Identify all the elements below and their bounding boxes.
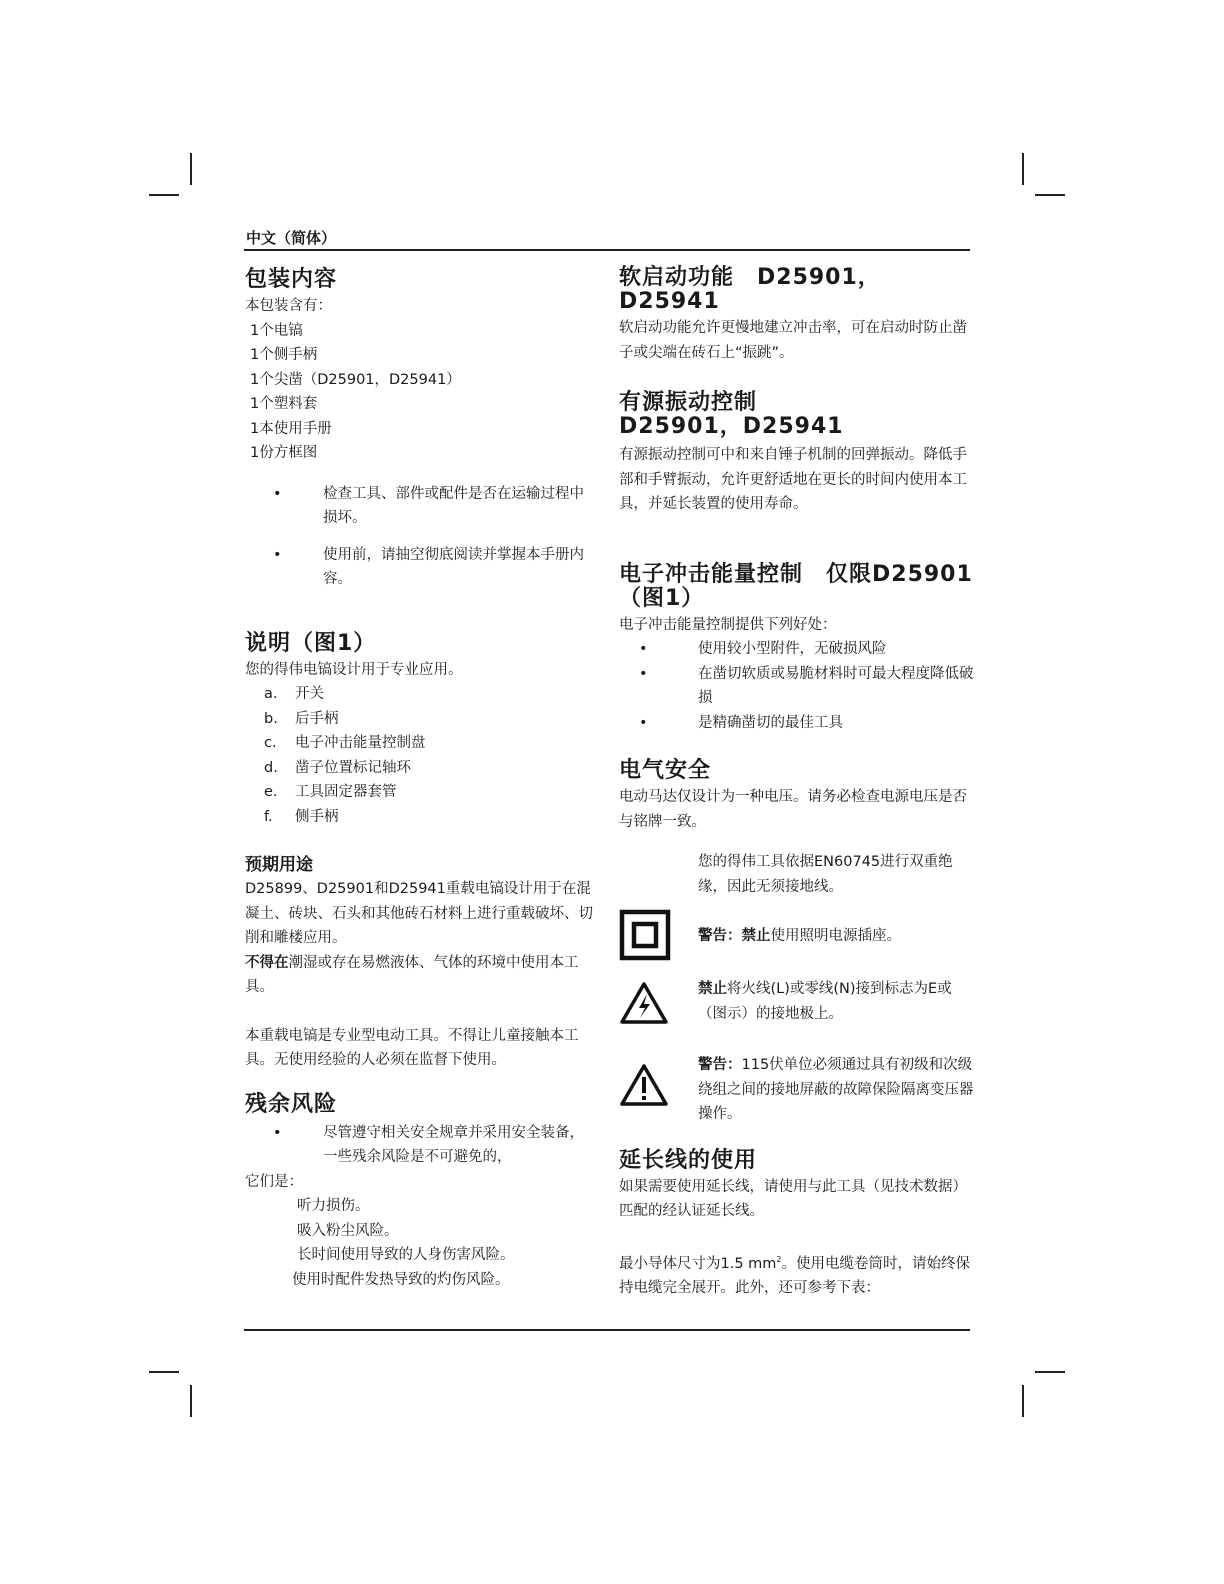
electric-shock-icon [619,977,698,1029]
right-column [619,260,974,1300]
description-item [245,805,600,830]
bullet-mark: • [273,1124,282,1141]
description-title: 说明（图1） [245,630,377,656]
item-text: 是精确凿切的最佳工具 [698,714,843,731]
package-bullet-text: 检查工具、部件或配件是否在运输过程中损坏。 [323,485,584,526]
warning-label: 警告： [698,928,742,944]
package-bullet [245,543,600,592]
electrical-safety-title: 电气安全 [619,758,712,783]
intended-use-text: D25899、D25901和D25941重载电镐设计用于在混凝土、砖块、石头和其他砖石材料上进行重载破坏、切削和雕楼应用。 [245,881,593,946]
description-item [245,707,600,732]
crop-mark [149,194,179,196]
risk-item: 使用时配件发热导致的灼伤风险。 [292,1271,510,1288]
item-key: d. [264,759,278,776]
package-title: 包装内容 [245,267,338,292]
risk-bullet [245,1121,600,1170]
left-column [245,260,600,1292]
package-intro: 本包装含有： [245,298,332,314]
crop-mark [1022,1385,1024,1417]
warning-rest: 潮湿或存在易燃液体、气体的环境中使用本工具。 [245,954,579,995]
description-item [245,756,600,781]
item-text: 电子冲击能量控制盘 [295,735,426,751]
impact-control-item [619,637,974,662]
crop-mark [1035,194,1065,196]
double-insulation-icon [619,909,698,965]
item-text: 工具固定器套管 [295,784,397,800]
item-key: e. [264,784,278,800]
item-key: a. [264,686,278,702]
impact-control-item [619,662,974,711]
risk-intro: 它们是： [245,1173,303,1190]
extension-cord-text: 如果需要使用延长线，请使用与此工具（见技术数据）匹配的经认证延长线。 [619,1178,967,1219]
vibration-control-text: 有源振动控制可中和来自锤子机制的回弹振动。降低手部和手臂振动，允许更舒适地在更长的时间内使用本工具，并延长装置的使用寿命。 [619,447,967,512]
warning-row-ground [619,977,974,1029]
item-text: 凿子位置标记轴环 [295,759,411,776]
item-text: 在凿切软质或易脆材料时可最大程度降低破损 [698,665,974,706]
risk-item: 长时间使用导致的人身伤害风险。 [297,1247,515,1263]
warning-bold: 禁止 [698,981,727,997]
language-label: 中文（简体） [246,229,337,247]
bullet-mark: • [639,641,648,657]
soft-start-title: 软启动功能 D25901，D25941 [619,265,881,314]
warning-transformer-text [698,1053,974,1127]
warning-rest: 115伏单位必须通过具有初级和次级绕组之间的接地屏蔽的故障保险隔离变压器操作。 [698,1057,974,1122]
vibration-control-title: 有源振动控制 [619,390,758,415]
intended-use-warning [245,951,600,1000]
intended-use-text-2: 本重载电镐是专业型电动工具。不得让儿童接触本工具。无使用经验的人必须在监督下使用。 [245,1027,579,1068]
crop-mark [1035,1371,1065,1373]
warning-ground-text [698,977,974,1026]
crop-mark [1022,153,1024,185]
footer-rule [244,1329,970,1331]
warning-row-transformer [619,1053,974,1127]
item-text: 开关 [295,686,324,702]
description-intro: 您的得伟电镐设计用于专业应用。 [245,661,463,678]
vibration-control-models: D25901，D25941 [619,414,844,439]
package-item: 1份方框图 [250,445,318,461]
risk-item: 听力损伤。 [297,1198,370,1214]
package-item: 1个电镐 [250,322,303,339]
double-insulation-text: 您的得伟工具依据EN60745进行双重绝缘，因此无须接地线。 [698,854,953,895]
impact-control-item [619,711,974,736]
risk-item: 吸入粉尘风险。 [297,1222,399,1239]
conductor-size: 最小导体尺寸为1.5 mm [619,1255,777,1272]
warning-triangle-icon [619,1053,698,1111]
warning-socket-text [698,909,974,949]
crop-mark [190,153,192,185]
bullet-mark: • [639,714,648,731]
bullet-mark: • [273,546,282,563]
item-text: 使用较小型附件，无破损风险 [698,641,887,657]
warning-bold: 不得在 [245,954,289,971]
electrical-safety-text: 电动马达仅设计为一种电压。请务必检查电源电压是否与铭牌一致。 [619,789,967,830]
impact-control-title: 电子冲击能量控制 仅限D25901 [619,561,973,587]
description-item [245,780,600,805]
impact-control-intro: 电子冲击能量控制提供下列好处： [619,616,837,633]
package-item: 1个尖凿（D25901，D25941） [250,371,461,388]
description-item [245,682,600,707]
warning-bold: 禁止 [741,928,771,944]
superscript: 2 [776,1254,782,1264]
item-text: 后手柄 [295,710,339,727]
cable-reel-note: 。使用电缆卷筒时，请始终保持电缆完全展开。此外，还可参考下表： [619,1255,971,1296]
crop-mark [190,1385,192,1417]
item-text: 侧手柄 [295,808,339,825]
bullet-mark: • [639,665,648,682]
impact-control-figure: （图1） [619,585,705,611]
package-bullet [245,482,600,531]
description-item [245,731,600,756]
package-item: 1本使用手册 [250,420,332,437]
item-key: f. [264,808,273,825]
package-item: 1个塑料套 [250,396,318,412]
item-key: c. [264,735,277,751]
warning-rest: 将火线(L)或零线(N)接到标志为E或（图示）的接地极上。 [698,981,952,1022]
extension-cord-text-2 [619,1248,974,1301]
package-bullet-text: 使用前，请抽空彻底阅读并掌握本手册内容。 [323,546,584,587]
risk-bullet-text: 尽管遵守相关安全规章并采用安全装备，一些残余风险是不可避免的， [323,1124,584,1165]
residual-risk-title: 残余风险 [245,1091,338,1117]
warning-rest: 使用照明电源插座。 [770,928,901,944]
item-key: b. [264,710,278,727]
bullet-mark: • [273,485,282,502]
intended-use-title: 预期用途 [245,855,313,875]
crop-mark [149,1371,179,1373]
extension-cord-title: 延长线的使用 [619,1147,758,1173]
soft-start-text: 软启动功能允许更慢地建立冲击率，可在启动时防止凿子或尖端在砖石上“振跳”。 [619,320,967,361]
warning-row-socket [619,909,974,965]
package-item: 1个侧手柄 [250,347,318,363]
header-rule [244,249,970,251]
warning-label: 警告： [698,1057,742,1073]
